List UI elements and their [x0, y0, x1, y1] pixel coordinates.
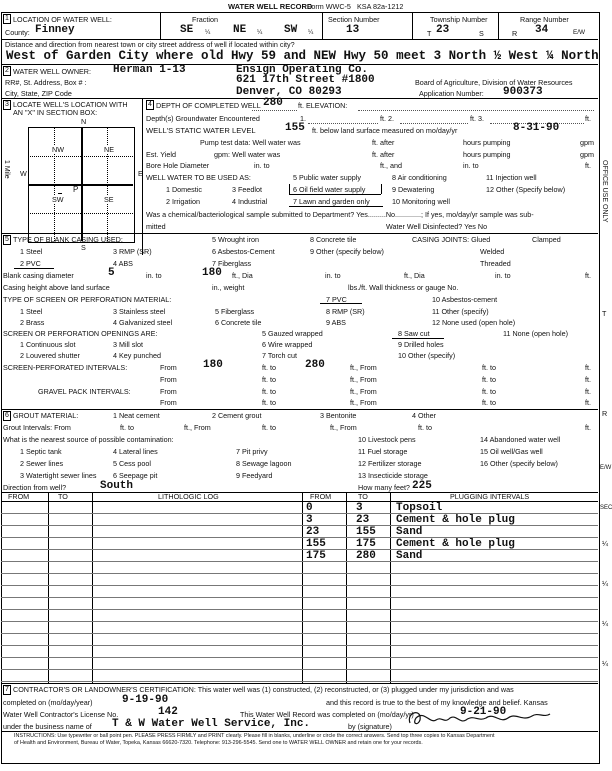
open-torch[interactable]: 7 Torch cut [262, 351, 298, 360]
log-row-line [1, 561, 598, 562]
city-label: City, State, ZIP Code [5, 89, 72, 98]
log-header-lithologic: LITHOLOGIC LOG [158, 492, 219, 501]
quarter-symbol-2: ¼ [257, 29, 263, 36]
form-number: Form WWC-5 [307, 2, 351, 11]
casing-fiberglass[interactable]: 7 Fiberglass [212, 259, 252, 268]
section-2-marker: 2 [3, 66, 11, 76]
casing-pvc[interactable]: 2 PVC [20, 259, 41, 268]
plug-from: 3 [306, 514, 313, 526]
application-label: Application Number: [419, 89, 484, 98]
open-other[interactable]: 10 Other (specify) [398, 351, 456, 360]
use-industrial[interactable]: 4 Industrial [232, 197, 268, 206]
contam-cess[interactable]: 5 Cess pool [113, 459, 151, 468]
screen-rmp[interactable]: 8 RMP (SR) [326, 307, 365, 316]
grout-interval-ft-to-2: ft. to [262, 423, 276, 432]
signature-label: by (signature) [348, 722, 392, 731]
depth-value: 280 [263, 97, 283, 109]
office-use-label: OFFICE USE ONLY [601, 160, 608, 223]
completed-date: 9-19-90 [122, 694, 169, 706]
use-feedlot[interactable]: 3 Feedlot [232, 185, 262, 194]
quarter-symbol-3: ¼ [308, 29, 314, 36]
contam-watertight[interactable]: 3 Watertight sewer lines [20, 471, 97, 480]
log-row-line [1, 621, 598, 622]
ksa-number: KSA 82a-1212 [357, 2, 404, 11]
feet-value: 225 [412, 480, 432, 492]
mitted-label: mitted [146, 222, 166, 231]
log-header-from: FROM [8, 492, 30, 501]
contam-abandoned[interactable]: 14 Abandoned water well [480, 435, 561, 444]
perf-ft-to-2: ft. to [482, 363, 496, 372]
groundwater-label: Depth(s) Groundwater Encountered [146, 114, 260, 123]
depth-label: DEPTH OF COMPLETED WELL [156, 101, 261, 110]
quarter-symbol-1: ¼ [205, 29, 211, 36]
log-row-line [1, 573, 598, 574]
log-row-line [1, 609, 598, 610]
section-4-marker: 4 [146, 100, 154, 110]
application-number: 900373 [503, 86, 543, 98]
township-number-label: Township Number [430, 15, 488, 24]
north-label: N [81, 117, 87, 126]
open-drilled[interactable]: 9 Drilled holes [398, 340, 444, 349]
casing-asbestos[interactable]: 6 Asbestos-Cement [212, 247, 275, 256]
bore-in-to-2: in. to [463, 161, 479, 170]
screen-stainless[interactable]: 3 Stainless steel [113, 307, 166, 316]
gravel-row2-ft-from: ft., From [350, 398, 377, 407]
plug-to: 23 [356, 514, 370, 526]
log-row-line [1, 657, 598, 658]
casing-steel[interactable]: 1 Steel [20, 247, 43, 256]
cert-line-1: CONTRACTOR'S OR LANDOWNER'S CERTIFICATION: This water well was (1) constructed, (2) reconstructed, or (3) plugged under my jurisdiction and was [13, 685, 514, 694]
side-sec: SEC [600, 505, 612, 511]
east-label: E [138, 169, 143, 178]
grout-neat[interactable]: 1 Neat cement [113, 411, 160, 420]
plug-from: 175 [306, 550, 326, 562]
gw-1: 1. [300, 114, 306, 123]
screen-concrete[interactable]: 6 Concrete tile [215, 318, 262, 327]
grout-label: GROUT MATERIAL: [13, 411, 79, 420]
contam-lateral[interactable]: 4 Lateral lines [113, 447, 158, 456]
perf-ft-from: ft., From [350, 363, 377, 372]
casing-concrete-tile[interactable]: 8 Concrete tile [310, 235, 357, 244]
perf-ft-end: ft. [585, 363, 591, 372]
log-header-to: TO [58, 492, 68, 501]
contam-fertilizer[interactable]: 12 Fertilizer storage [358, 459, 422, 468]
south-label: S [81, 243, 86, 252]
log-row-line [1, 597, 598, 598]
gravel-ft-to-1: ft. to [262, 387, 276, 396]
casing-other[interactable]: 9 Other (specify below) [310, 247, 384, 256]
used-label: WELL WATER TO BE USED AS: [146, 173, 251, 182]
gravel-ft-to-2: ft. to [482, 387, 496, 396]
pump-gpm: gpm [580, 138, 594, 147]
direction-value: South [100, 480, 134, 492]
instructions-1: INSTRUCTIONS: Use typewriter or ball point pen. PLEASE PRESS FIRMLY and PRINT clearly. Please fill in blanks, underline or circle the correct answers. Send top three copies to Kansas Department [14, 733, 495, 739]
plug-to: 280 [356, 550, 376, 562]
use-air-conditioning[interactable]: 8 Air conditioning [392, 173, 447, 182]
pump-after: ft. after [372, 138, 395, 147]
perf-row2-ft-from: ft., From [350, 375, 377, 384]
diameter-in-to: in. to [146, 271, 162, 280]
completed-label: completed on (mo/day/year) [3, 698, 93, 707]
yield-gpm: gpm: Well water was [214, 150, 281, 159]
height-in: in., weight [212, 283, 245, 292]
perf-row2-ft-end: ft. [585, 375, 591, 384]
quarter-2: NE [233, 24, 247, 36]
contam-livestock[interactable]: 10 Livestock pens [358, 435, 416, 444]
plug-desc: Cement & hole plug [396, 514, 515, 526]
distance-value: West of Garden City where old Hwy 59 and NEW Hwy 50 meet 3 North ½ West ¼ North [6, 49, 599, 63]
diameter-in-to-2: in. to [325, 271, 341, 280]
contam-lagoon[interactable]: 8 Sewage lagoon [236, 459, 292, 468]
owner-name: Herman 1-13 [113, 64, 186, 76]
contam-pit-privy[interactable]: 7 Pit privy [236, 447, 268, 456]
ne-label: NE [104, 145, 114, 154]
casing-clamped[interactable]: Clamped [532, 235, 561, 244]
plug-desc: Sand [396, 526, 423, 538]
gravel-label: GRAVEL PACK INTERVALS: [38, 387, 131, 396]
use-oil-field[interactable]: 6 Oil field water supply [293, 185, 366, 194]
side-q3: ¼ [602, 619, 608, 628]
chem-sample-label: Was a chemical/bacteriological sample submitted to Department? Yes.........No.............; If yes, mo/day/yr sample was sub- [146, 210, 534, 219]
use-monitoring[interactable]: 10 Monitoring well [392, 197, 450, 206]
height-label: Casing height above land surface [3, 283, 110, 292]
static-label: WELL'S STATIC WATER LEVEL [146, 126, 256, 135]
screen-steel[interactable]: 1 Steel [20, 307, 43, 316]
gw-ft1: ft. 2. [380, 114, 394, 123]
locate-label-1: LOCATE WELL'S LOCATION WITH [13, 100, 128, 109]
township-s-label: S [479, 29, 484, 38]
screen-asbestos[interactable]: 10 Asbestos-cement [432, 295, 498, 304]
screen-other[interactable]: 11 Other (specify) [432, 307, 489, 316]
quarter-1: SE [180, 24, 194, 36]
contam-label: What is the nearest source of possible contamination: [3, 435, 174, 444]
address-label: RR#, St. Address, Box # : [5, 78, 87, 87]
pump-test-label: Pump test data: Well water was [200, 138, 301, 147]
township-value: 23 [436, 24, 450, 36]
owner-label: WATER WELL OWNER: [13, 67, 91, 76]
contam-septic[interactable]: 1 Septic tank [20, 447, 62, 456]
feet-label: How many feet? [358, 483, 410, 492]
bore-ft: ft. [585, 161, 591, 170]
perf-ft-to-1: ft. to [262, 363, 276, 372]
log-header-from-2: FROM [310, 492, 332, 501]
owner-address: 621 17th Street #1800 [236, 74, 375, 86]
bore-in-to: in. to [254, 161, 270, 170]
side-q2: ¼ [602, 579, 608, 588]
plug-to: 155 [356, 526, 376, 538]
disinfected-label: Water Well Disinfected? Yes No [386, 222, 488, 231]
static-date: 8-31-90 [513, 122, 560, 134]
perf-row2-ft-to: ft. to [262, 375, 276, 384]
plug-from: 23 [306, 526, 320, 538]
open-key-punched[interactable]: 4 Key punched [113, 351, 161, 360]
elevation-label: ft. ELEVATION: [298, 101, 348, 110]
location-label: LOCATION OF WATER WELL: [13, 15, 112, 24]
grout-other[interactable]: 4 Other [412, 411, 436, 420]
record-date: 9-21-90 [460, 706, 507, 718]
se-label: SE [104, 195, 114, 204]
gravel-row2-ft-end: ft. [585, 398, 591, 407]
open-mill[interactable]: 3 Mill slot [113, 340, 143, 349]
side-t: T [602, 309, 607, 318]
license-number: 142 [158, 706, 178, 718]
use-irrigation[interactable]: 2 Irrigation [166, 197, 200, 206]
screen-pvc[interactable]: 7 PVC [326, 295, 347, 304]
use-injection[interactable]: 11 Injection well [486, 173, 537, 182]
county-value: Finney [35, 24, 75, 36]
screen-abs[interactable]: 9 ABS [326, 318, 346, 327]
screen-galvanized[interactable]: 4 Galvanized steel [113, 318, 173, 327]
weight-label: lbs./ft. Wall thickness or gauge No. [348, 283, 459, 292]
grout-bentonite[interactable]: 3 Bentonite [320, 411, 357, 420]
plug-from: 155 [306, 538, 326, 550]
diameter-label: Blank casing diameter [3, 271, 74, 280]
distance-label: Distance and direction from nearest town or city street address of well if located within city? [5, 40, 295, 49]
casing-label: TYPE OF BLANK CASING USED: [13, 235, 123, 244]
open-wire[interactable]: 6 Wire wrapped [262, 340, 313, 349]
side-q1: ¼ [602, 539, 608, 548]
use-other[interactable]: 12 Other (Specify below) [486, 185, 566, 194]
screen-brass[interactable]: 2 Brass [20, 318, 45, 327]
range-value: 34 [535, 24, 549, 36]
gw-ft3: ft. [585, 114, 591, 123]
perf-from-2: From [160, 375, 177, 384]
business-name: T & W Water Well Service, Inc. [112, 718, 311, 730]
perf-row2-ft-to-2: ft. to [482, 375, 496, 384]
diameter-to-value: 180 [202, 267, 222, 279]
nw-label: NW [52, 145, 64, 154]
perf-from-1: From [160, 363, 177, 372]
contam-insecticide[interactable]: 13 Insecticide storage [358, 471, 428, 480]
fraction-label: Fraction [192, 15, 218, 24]
casing-welded[interactable]: Welded [480, 247, 505, 256]
range-ew-label: E/W [573, 29, 586, 36]
quarter-3: SW [284, 24, 298, 36]
diameter-ft: ft. [585, 271, 591, 280]
grout-cement[interactable]: 2 Cement grout [212, 411, 262, 420]
yield-after: ft. after [372, 150, 395, 159]
plug-desc: Topsoil [396, 502, 443, 514]
static-value: 155 [285, 122, 305, 134]
open-none[interactable]: 11 None (open hole) [503, 329, 568, 338]
perf-to-value: 280 [305, 359, 325, 371]
est-yield-label: Est. Yield [146, 150, 176, 159]
casing-joints: CASING JOINTS: Glued [412, 235, 491, 244]
cert-line-2: and this record is true to the best of my knowledge and belief. Kansas [326, 698, 548, 707]
casing-rmp[interactable]: 3 RMP (SR) [113, 247, 152, 256]
contam-fuel[interactable]: 11 Fuel storage [358, 447, 408, 456]
diameter-ft-dia: ft., Dia [232, 271, 253, 280]
grout-interval-ft-end: ft. [585, 423, 591, 432]
side-q4: ¼ [602, 659, 608, 668]
open-gauzed[interactable]: 5 Gauzed wrapped [262, 329, 323, 338]
form-title: WATER WELL RECORD [228, 2, 313, 11]
bore-label: Bore Hole Diameter [146, 161, 210, 170]
west-label: W [20, 169, 27, 178]
well-location-mark: P [73, 185, 79, 194]
contam-sewer[interactable]: 2 Sewer lines [20, 459, 64, 468]
perf-from-value: 180 [203, 359, 223, 371]
diameter-in-to-3: in. to [495, 271, 511, 280]
grout-interval-ft-from: ft., From [184, 423, 211, 432]
bore-ft-and: ft., and [380, 161, 402, 170]
diameter-value: 5 [108, 267, 115, 279]
open-continuous[interactable]: 1 Continuous slot [20, 340, 76, 349]
plug-to: 175 [356, 538, 376, 550]
signature [404, 706, 554, 730]
gravel-ft-from-1: ft., From [350, 387, 377, 396]
casing-wrought-iron[interactable]: 5 Wrought iron [212, 235, 260, 244]
diameter-ft-dia-2: ft., Dia [404, 271, 425, 280]
yield-hours: hours pumping [463, 150, 511, 159]
grout-interval-ft-to: ft. to [120, 423, 134, 432]
plug-desc: Cement & hole plug [396, 538, 515, 550]
pump-hours: hours pumping [463, 138, 511, 147]
log-row-line [1, 681, 598, 682]
record-label: This Water Well Record was completed on (mo/day/yr) [240, 710, 414, 719]
casing-abs[interactable]: 4 ABS [113, 259, 133, 268]
instructions-2: of Health and Environment, Bureau of Water, Topeka, Kansas 66620-7320. Telephone: 913-296-5545. Send one to WATER WELL OWNER and retain one for your records. [14, 740, 423, 746]
license-label: Water Well Contractor's License No. [3, 710, 119, 719]
locate-label-2: AN "X" IN SECTION BOX: [13, 108, 98, 117]
contam-oil-gas[interactable]: 15 Oil well/Gas well [480, 447, 543, 456]
section-5-marker: 5 [3, 235, 11, 245]
section-number-label: Section Number [328, 15, 380, 24]
plug-to: 3 [356, 502, 363, 514]
side-ew: E/W [600, 465, 612, 471]
contam-seepage[interactable]: 6 Seepage pit [113, 471, 158, 480]
grout-interval-ft-from-2: ft., From [330, 423, 357, 432]
use-public-water[interactable]: 5 Public water supply [293, 173, 361, 182]
yield-gpm-2: gpm [580, 150, 594, 159]
section-3-marker: 3 [3, 100, 11, 110]
gravel-ft-end-1: ft. [585, 387, 591, 396]
owner-company: Ensign Operating Co. [236, 64, 369, 76]
direction-label: Direction from well? [3, 483, 67, 492]
log-header-plugging: PLUGGING INTERVALS [450, 492, 530, 501]
owner-city: Denver, CO 80293 [236, 86, 342, 98]
gravel-row2-ft-to: ft. to [262, 398, 276, 407]
openings-label: SCREEN OR PERFORATION OPENINGS ARE: [3, 329, 158, 338]
use-lawn-garden[interactable]: 7 Lawn and garden only [293, 197, 370, 206]
section-7-marker: 7 [3, 685, 11, 695]
board-label: Board of Agriculture, Division of Water Resources [415, 78, 573, 87]
plug-from: 0 [306, 502, 313, 514]
side-r: R [602, 409, 608, 418]
township-t-label: T [427, 29, 432, 38]
gravel-row2-ft-to-2: ft. to [482, 398, 496, 407]
use-domestic[interactable]: 1 Domestic [166, 185, 202, 194]
business-label: under the business name of [3, 722, 92, 731]
gw-ft2: ft. 3. [470, 114, 484, 123]
plug-desc: Sand [396, 550, 423, 562]
sw-label: SW [52, 195, 64, 204]
log-row-line [1, 645, 598, 646]
log-row-line [1, 633, 598, 634]
perf-label: SCREEN-PERFORATED INTERVALS: [3, 363, 128, 372]
section-1-marker: 1 [3, 14, 11, 24]
static-rest: ft. below land surface measured on mo/day/yr [312, 126, 458, 135]
range-number-label: Range Number [520, 15, 569, 24]
log-row-line [1, 669, 598, 670]
log-row-line [1, 585, 598, 586]
county-label: County: [5, 28, 30, 37]
mile-label: 1 Mile [3, 160, 10, 179]
open-saw-cut[interactable]: 8 Saw cut [398, 329, 430, 338]
open-louvered[interactable]: 2 Louvered shutter [20, 351, 80, 360]
screen-label: TYPE OF SCREEN OR PERFORATION MATERIAL: [3, 295, 172, 304]
grout-intervals-label: Grout Intervals: From [3, 423, 71, 432]
section-6-marker: 6 [3, 411, 11, 421]
screen-none[interactable]: 12 None used (open hole) [432, 318, 516, 327]
gravel-from-2: From [160, 398, 177, 407]
contam-other[interactable]: 16 Other (specify below) [480, 459, 558, 468]
screen-fiberglass[interactable]: 5 Fiberglass [215, 307, 255, 316]
contam-feedyard[interactable]: 9 Feedyard [236, 471, 273, 480]
section-value: 13 [346, 24, 360, 36]
casing-threaded[interactable]: Threaded [480, 259, 511, 268]
range-r-label: R [512, 29, 518, 38]
log-header-to-2: TO [358, 492, 368, 501]
use-dewatering[interactable]: 9 Dewatering [392, 185, 435, 194]
gravel-from-1: From [160, 387, 177, 396]
grout-interval-ft-to-3: ft. to [418, 423, 432, 432]
